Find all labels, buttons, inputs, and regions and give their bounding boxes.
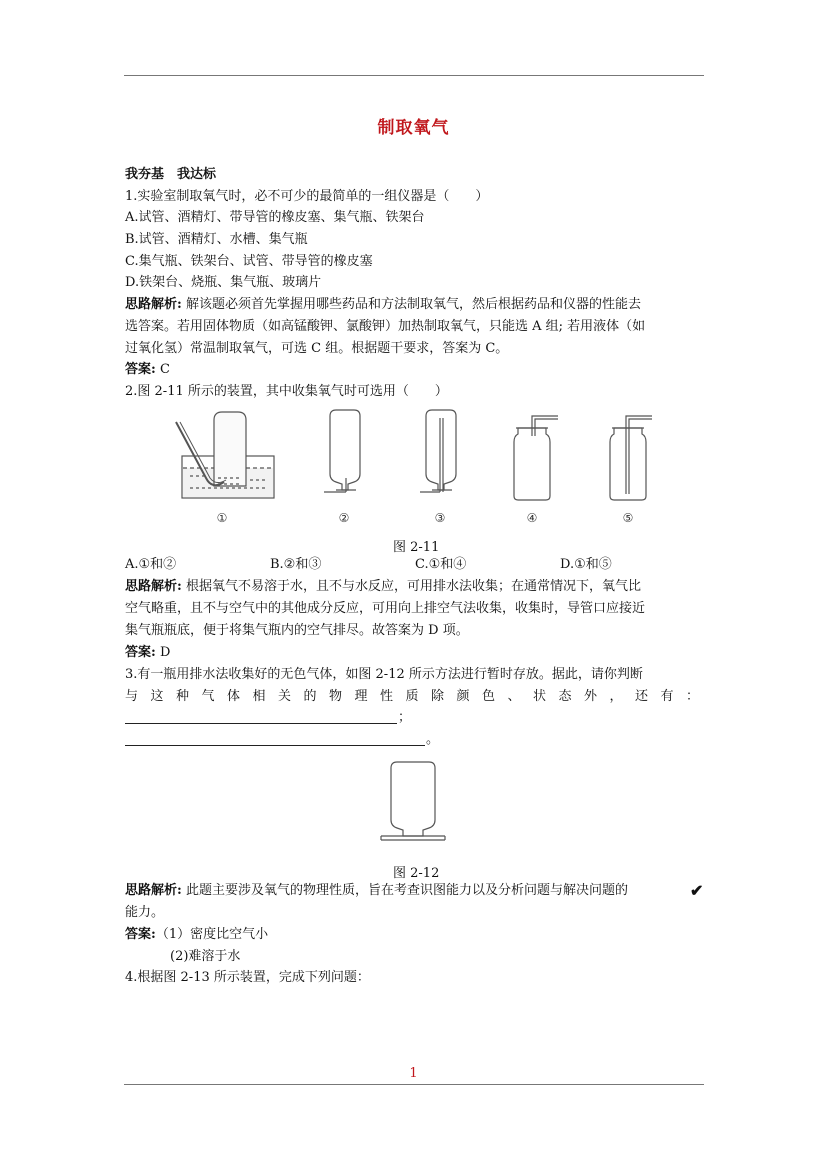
q1-answer [125,360,170,380]
footer-rule [124,1084,704,1085]
apparatus-2-inverted-bottle [324,410,360,492]
q1-option-d: D.铁架台、烧瓶、集气瓶、玻璃片 [125,275,322,290]
answer-blank-2[interactable] [125,745,425,746]
figure-2-12-caption: 图 2-12 [393,866,440,881]
apparatus-5-upright-bottle-long-tube [610,416,652,500]
q1-analysis-line1 [125,295,641,315]
q1-stem: 1.实验室制取氧气时，必不可少的最简单的一组仪器是（ ） [125,189,489,204]
section-heading: 我夯基 我达标 [125,167,217,182]
q2-analysis-line2: 空气略重，且不与空气中的其他成分反应，可用向上排空气法收集，收集时，导管口应接近 [125,601,646,616]
q3-answer-2: (2)难溶于水 [170,949,241,964]
answer-label: 答案: [125,362,156,377]
q3-stem-line2: 与这种气体相关的物理性质除颜色、状态外，还有： [125,689,712,704]
answer-text: C [155,362,170,377]
q3-analysis-line2: 能力。 [125,905,165,920]
blank2-punctuation: 。 [426,732,440,747]
figure-2-11-caption: 图 2-11 [393,540,440,555]
apparatus-4-upright-bottle-short-tube [514,416,558,500]
q2-stem: 2.图 2-11 所示的装置，其中收集氧气时可选用（ ） [125,384,448,399]
figure-label-4: ④ [526,511,538,525]
q3-stem-line1: 3.有一瓶用排水法收集好的无色气体，如图 2-12 所示方法进行暂时存放。据此，请你判断 [125,667,643,682]
q2-option-c: C.①和④ [415,557,467,572]
figure-2-12 [375,758,455,848]
q2-option-d: D.①和⑤ [560,557,612,572]
page-number: 1 [409,1066,418,1081]
checkmark-icon: ✔ [690,881,704,900]
figure-label-3: ③ [434,511,446,525]
figure-label-5: ⑤ [622,511,634,525]
q3-analysis-line1 [125,881,628,901]
analysis-text: 解该题必须首先掌握用哪些药品和方法制取氧气，然后根据药品和仪器的性能去 [181,297,641,312]
apparatus-1-water-trough [176,412,274,498]
q1-option-b: B.试管、酒精灯、水槽、集气瓶 [125,232,308,247]
answer-text: D [155,645,171,660]
page-title: 制取氧气 [377,118,450,138]
answer-text: （1）密度比空气小 [155,927,269,942]
q1-option-a: A.试管、酒精灯、带导管的橡皮塞、集气瓶、铁架台 [125,210,425,225]
answer-label: 答案: [125,645,156,660]
q4-stem: 4.根据图 2-13 所示装置，完成下列问题： [125,970,370,985]
analysis-text: 此题主要涉及氧气的物理性质，旨在考查识图能力以及分析问题与解决问题的 [181,883,628,898]
apparatus-3-inverted-bottle-long-tube [420,410,456,492]
blank1-punctuation: ； [398,710,412,725]
q1-analysis-line2: 选答案。若用固体物质（如高锰酸钾、氯酸钾）加热制取氧气，只能选 A 组; 若用液体（如 [125,319,646,334]
q2-option-a: A.①和② [125,557,177,572]
analysis-label: 思路解析: [125,297,182,312]
q2-analysis-line1 [125,577,641,597]
analysis-text: 根据氧气不易溶于水，且不与水反应，可用排水法收集；在通常情况下，氧气比 [181,579,641,594]
answer-blank-1[interactable] [125,723,397,724]
answer-label: 答案: [125,927,156,942]
figure-2-11 [170,408,660,530]
q2-option-b: B.②和③ [270,557,322,572]
figure-label-1: ① [216,511,228,525]
header-rule [124,75,704,76]
q1-option-c: C.集气瓶、铁架台、试管、带导管的橡皮塞 [125,254,373,269]
analysis-label: 思路解析: [125,579,182,594]
analysis-label: 思路解析: [125,883,182,898]
q1-analysis-line3: 过氧化氢）常温制取氧气，可选 C 组。根据题干要求，答案为 C。 [125,341,509,356]
figure-label-2: ② [338,511,350,525]
q2-answer [125,643,170,663]
q3-answer-1 [125,925,268,945]
q2-analysis-line3: 集气瓶瓶底，便于将集气瓶内的空气排尽。故答案为 D 项。 [125,623,469,638]
